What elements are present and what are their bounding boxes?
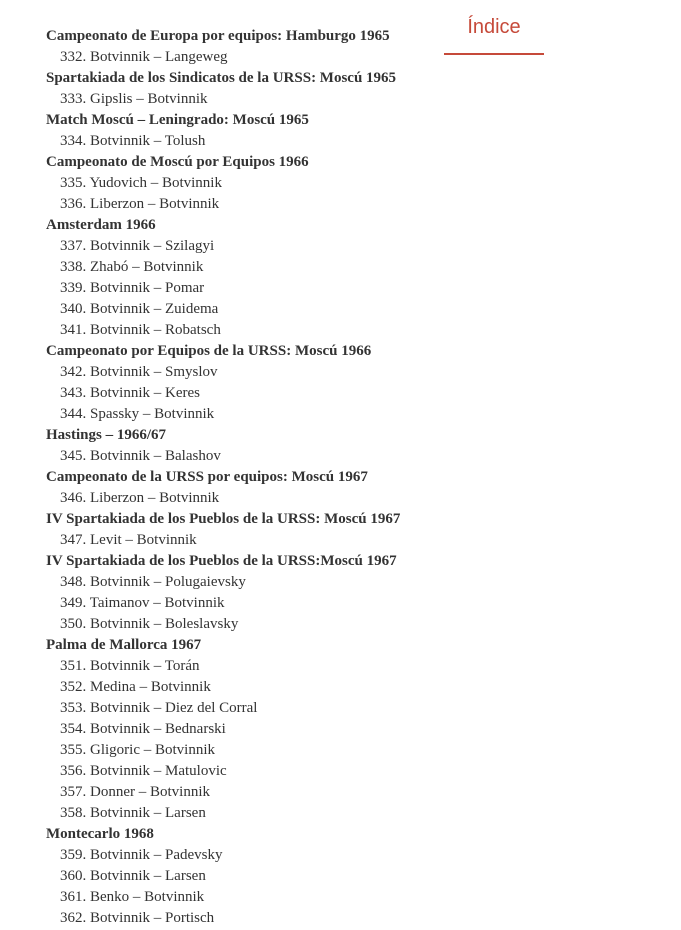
section-title: Campeonato de Moscú por Equipos 1966 xyxy=(46,154,309,170)
game-link[interactable]: 361. Benko – Botvinnik xyxy=(60,889,205,905)
game-link[interactable]: 362. Botvinnik – Portisch xyxy=(60,910,215,926)
game-link[interactable]: 332. Botvinnik – Langeweg xyxy=(60,49,228,65)
game-link[interactable]: 353. Botvinnik – Diez del Corral xyxy=(60,700,258,716)
section-title: Spartakiada de los Sindicatos de la URSS: Moscú 1965 xyxy=(46,70,397,86)
game-link[interactable]: 360. Botvinnik – Larsen xyxy=(60,868,206,884)
game-link[interactable]: 334. Botvinnik – Tolush xyxy=(60,133,206,149)
game-link[interactable]: 338. Zhabó – Botvinnik xyxy=(60,259,204,275)
game-link[interactable]: 352. Medina – Botvinnik xyxy=(60,679,211,695)
game-link[interactable]: 345. Botvinnik – Balashov xyxy=(60,448,221,464)
section-title: IV Spartakiada de los Pueblos de la URSS: Moscú 1967 xyxy=(46,511,401,527)
game-link[interactable]: 339. Botvinnik – Pomar xyxy=(60,280,205,296)
table-of-contents xyxy=(46,26,446,929)
game-link[interactable]: 348. Botvinnik – Polugaievsky xyxy=(60,574,246,590)
game-link[interactable]: 333. Gipslis – Botvinnik xyxy=(60,91,208,107)
game-link[interactable]: 337. Botvinnik – Szilagyi xyxy=(60,238,215,254)
game-link[interactable]: 350. Botvinnik – Boleslavsky xyxy=(60,616,239,632)
game-link[interactable]: 358. Botvinnik – Larsen xyxy=(60,805,206,821)
game-link[interactable]: 351. Botvinnik – Torán xyxy=(60,658,200,674)
game-link[interactable]: 341. Botvinnik – Robatsch xyxy=(60,322,221,338)
section-title: Amsterdam 1966 xyxy=(46,217,156,233)
game-link[interactable]: 340. Botvinnik – Zuidema xyxy=(60,301,219,317)
game-link[interactable]: 335. Yudovich – Botvinnik xyxy=(60,175,222,191)
game-link[interactable]: 359. Botvinnik – Padevsky xyxy=(60,847,223,863)
game-link[interactable]: 349. Taimanov – Botvinnik xyxy=(60,595,225,611)
game-link[interactable]: 342. Botvinnik – Smyslov xyxy=(60,364,218,380)
game-link[interactable]: 344. Spassky – Botvinnik xyxy=(60,406,215,422)
section-title: Hastings – 1966/67 xyxy=(46,427,167,443)
game-link[interactable]: 347. Levit – Botvinnik xyxy=(60,532,197,548)
section-title: Montecarlo 1968 xyxy=(46,826,154,842)
game-link[interactable]: 355. Gligoric – Botvinnik xyxy=(60,742,215,758)
section-title: Palma de Mallorca 1967 xyxy=(46,637,202,653)
section-title: IV Spartakiada de los Pueblos de la URSS:Moscú 1967 xyxy=(46,553,397,569)
section-title: Campeonato por Equipos de la URSS: Moscú 1966 xyxy=(46,343,372,359)
index-tab[interactable]: Índice xyxy=(444,16,544,55)
section-title: Campeonato de Europa por equipos: Hamburgo 1965 xyxy=(46,28,390,44)
game-link[interactable]: 343. Botvinnik – Keres xyxy=(60,385,200,401)
game-link[interactable]: 354. Botvinnik – Bednarski xyxy=(60,721,226,737)
section-title: Campeonato de la URSS por equipos: Moscú 1967 xyxy=(46,469,368,485)
section-title: Match Moscú – Leningrado: Moscú 1965 xyxy=(46,112,309,128)
game-link[interactable]: 356. Botvinnik – Matulovic xyxy=(60,763,227,779)
game-link[interactable]: 346. Liberzon – Botvinnik xyxy=(60,490,220,506)
game-link[interactable]: 336. Liberzon – Botvinnik xyxy=(60,196,220,212)
game-link[interactable]: 357. Donner – Botvinnik xyxy=(60,784,210,800)
